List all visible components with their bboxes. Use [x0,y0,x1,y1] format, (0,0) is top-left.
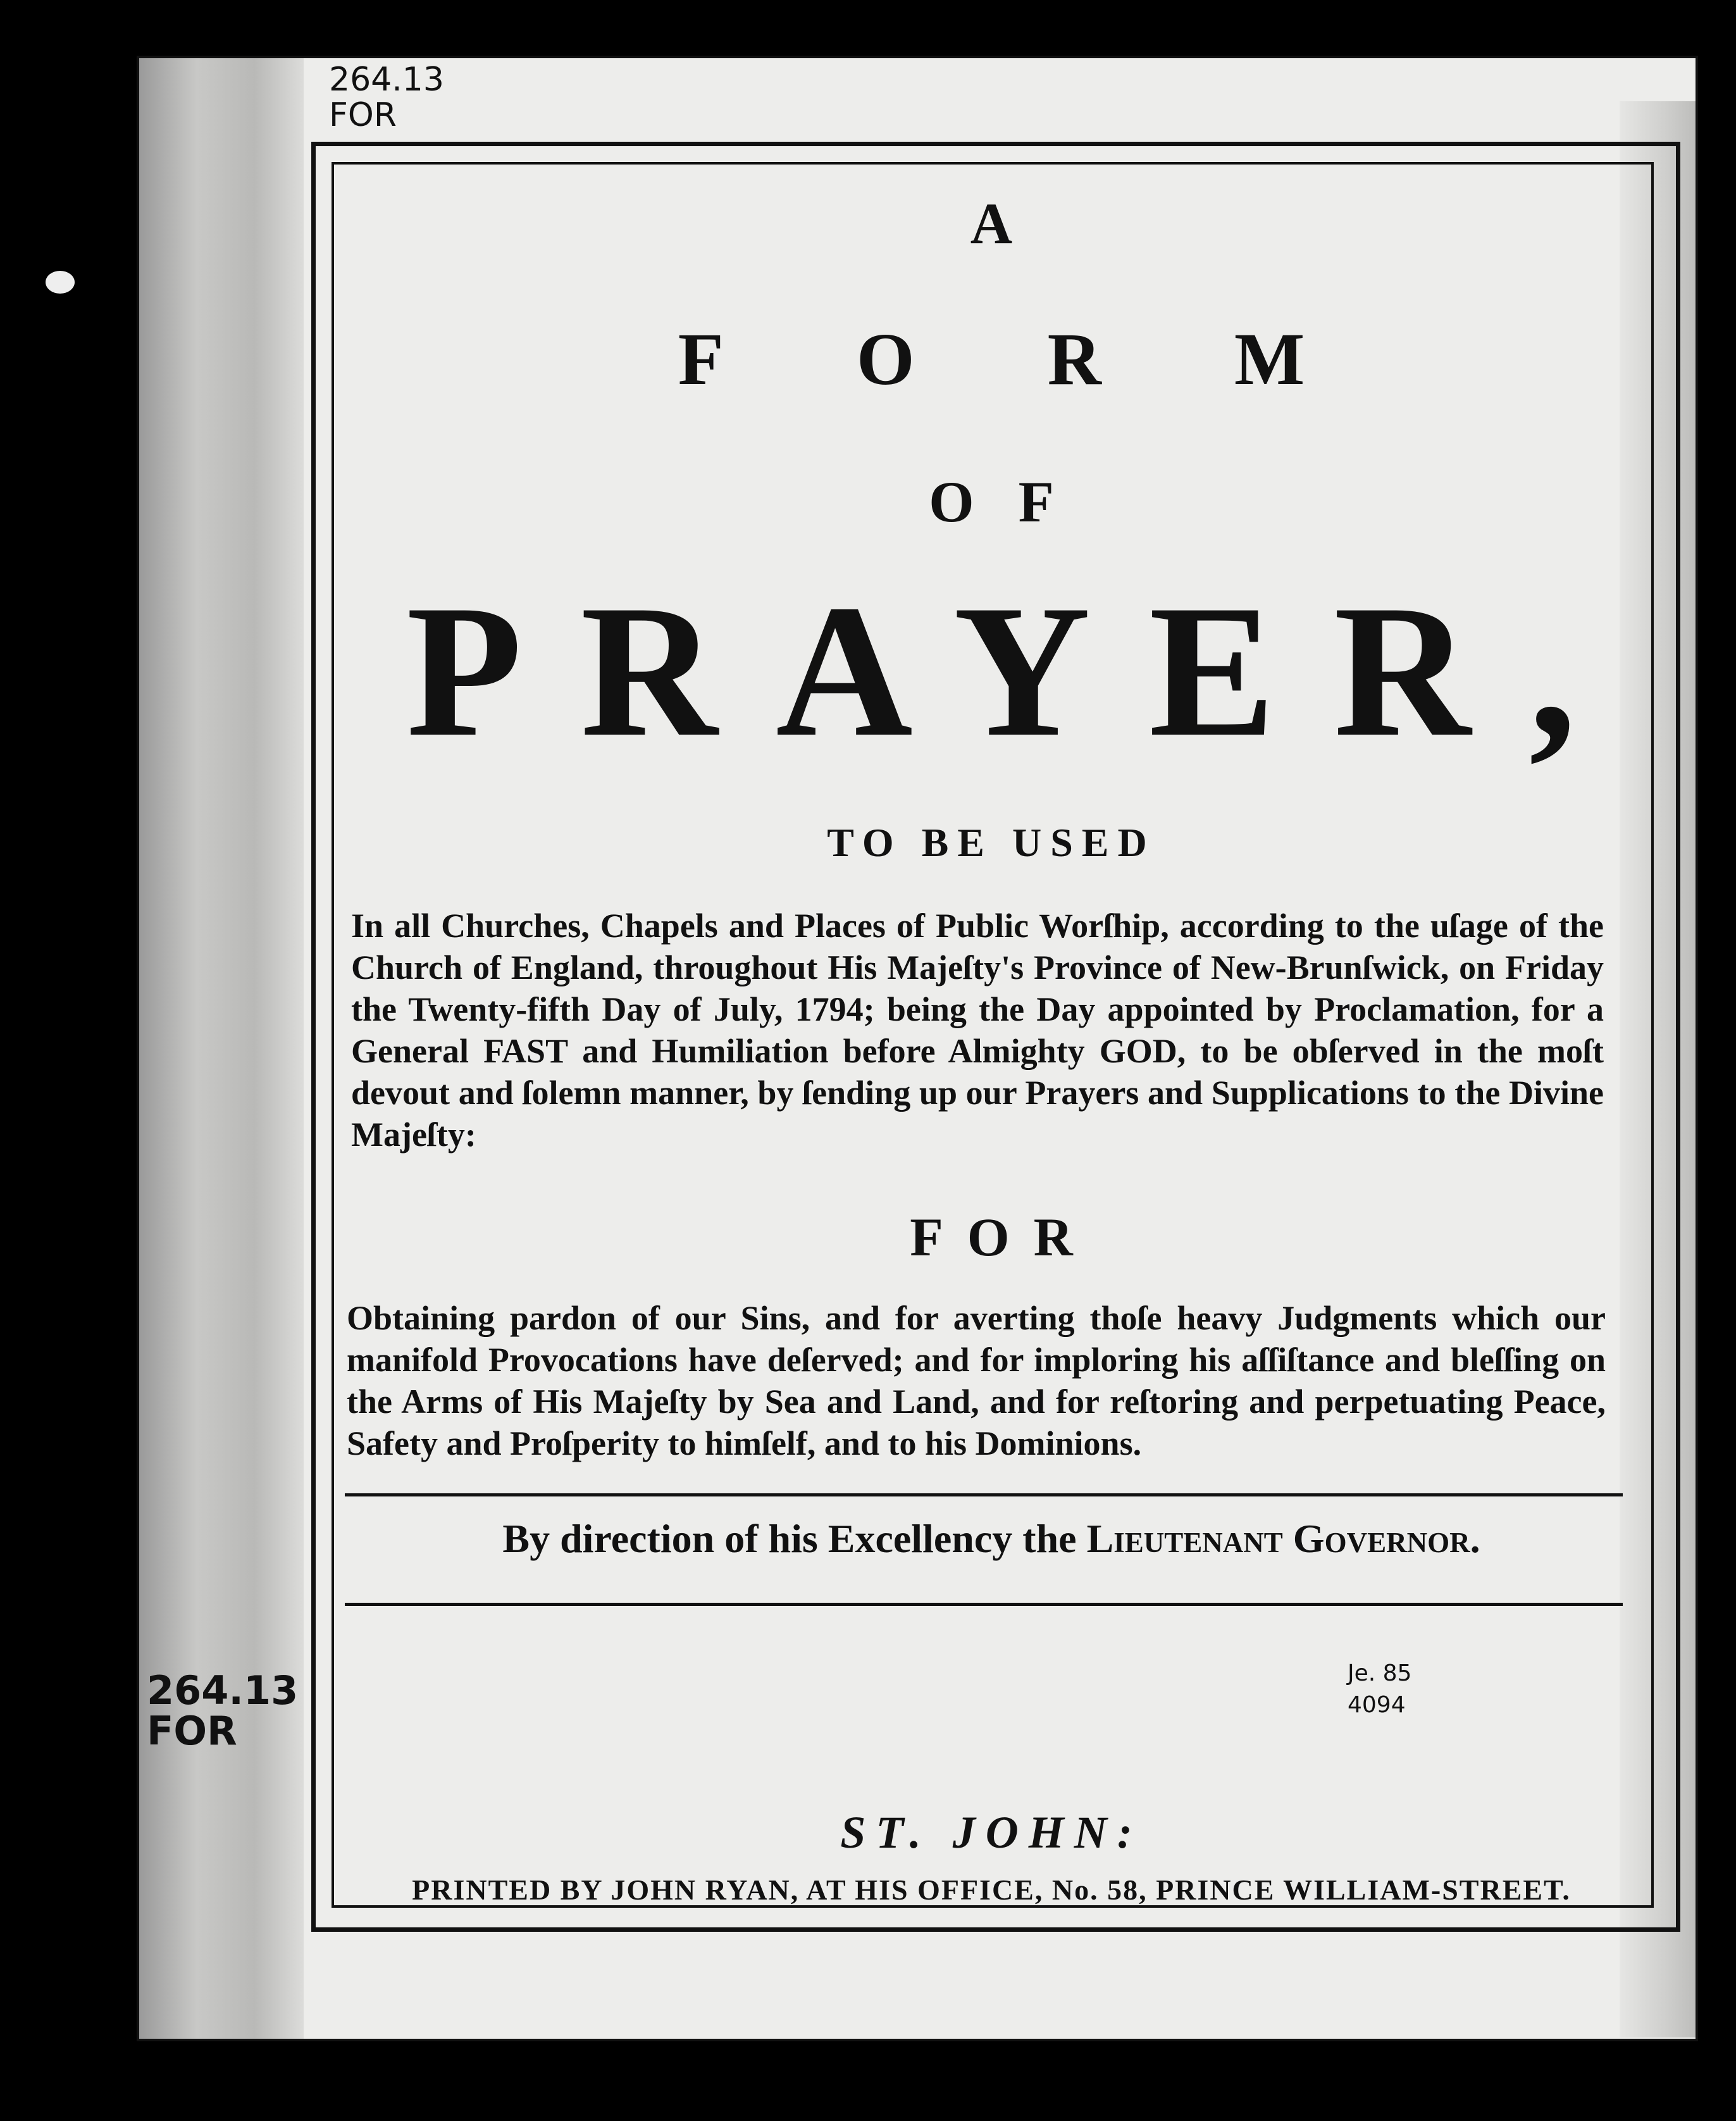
direction-line [332,1515,1651,1562]
handwritten-call-number-left [147,1667,299,1754]
divider-bottom [345,1603,1623,1606]
title-of: OF [929,470,1098,534]
handwritten-library-note [1348,1658,1411,1721]
divider-top [345,1493,1623,1496]
call-label-text: FOR [329,96,397,134]
ink-blot [46,271,75,294]
subtitle: TO BE USED [827,820,1156,865]
direction-office: Lieutenant Governor. [1086,1516,1480,1561]
direction-prefix: By direction of his Excellency the [502,1516,1077,1561]
handwritten-call-number-top [329,62,444,133]
imprint-printer: PRINTED BY JOHN RYAN, AT HIS OFFICE, No. 58, PRINCE WILLIAM-STREET. [412,1874,1571,1906]
title-form: FORM [678,318,1438,401]
call-number-text: 264.13 [329,61,444,99]
for-heading: FOR [910,1207,1097,1267]
paragraph-purpose: Obtaining pardon of our Sins, and for averting thoſe heavy Judgments which our manifold Provocations have deſerved; and for imploring his aſſiſtance and bleſſing on the Arms of His Majeſty by Sea and Land, and for reſtoring and perpetuating Peace, Safety and Proſperity to himſelf, and to his Dominions. [347,1299,1606,1462]
title-prayer: PRAYER, [406,566,1635,776]
library-note-line1: Je. 85 [1348,1660,1412,1686]
paragraph-occasion: In all Churches, Chapels and Places of Public Worſhip, according to the uſage of the Church of England, throughout His Majeſty's Province of New-Brunſwick, on Friday the Twenty-fifth Day of July, 1794; being the Day appointed by Proclamation, for a General FAST and Humiliation before Almighty GOD, to be obſerved in the moſt devout and ſolemn manner, by ſending up our Prayers and Supplications to the Divine Majeſty: [351,907,1604,1154]
call-label-text: FOR [147,1708,237,1754]
call-number-text: 264.13 [147,1667,299,1714]
imprint-city: ST. JOHN: [840,1807,1143,1858]
library-note-line2: 4094 [1348,1692,1406,1718]
title-article: A [970,191,1013,256]
